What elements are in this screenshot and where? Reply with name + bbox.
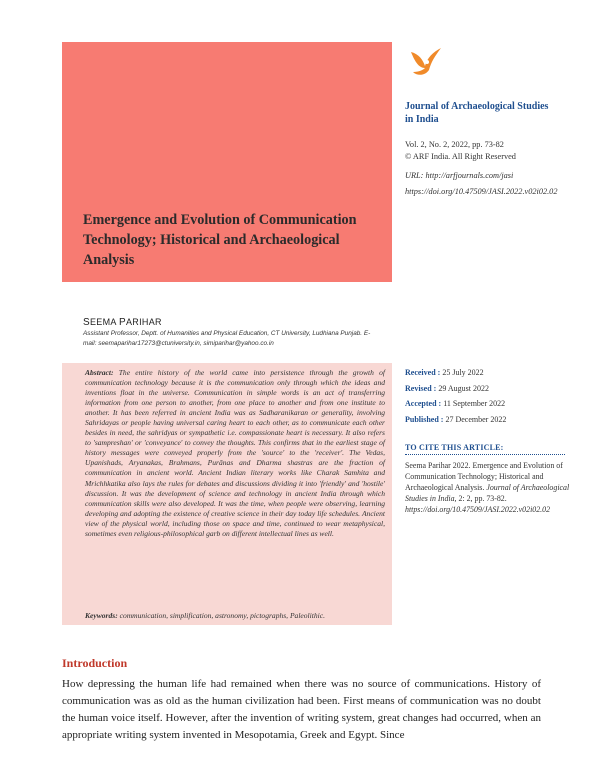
keywords (85, 611, 385, 620)
cite-divider (405, 454, 565, 455)
abstract-text: The entire history of the world came into persistence through the growth of communication technology because it is the communication only through which the ideas and inventions float in the universe. Communication in simple words is an act of transferring information from one person to another, from one place to another and from one institute to another. It has been referred in ancient India was as Sadharanikaran or generality, involving Sahridayas or people having universal caring heart to each other, as to communicate each other besides in need, the sahridyas or sympathetic i.e. compassionate heart is necessary. It also refers to 'sampreshan' or 'conveyance' to convey the thoughts. This confirms that in the earliest stage of history messages were conveyed properly from the 'source' to the 'receiver'. The Vedas, Upanishads, Aryanakas, Brahmans, Purānas and Dharma shastras are the fraction of communication in ancient world. Ancient Indian literary works like Charak Samhita and Mrichhkatika also lays the rules for debates and discussions dividing it into 'friendly' and 'hostile' discussion. It was the development of science and technology in ancient India through which communication skills were also developed. It was the time, when people were observing, learning developing and adopting the existence of creative science in their day today life schedules. Ancient view of the physical world, including those on space and time, continued to wear metaphysical, sometimes even religious-philosophical garb on different intellectual lines as well. (85, 368, 385, 538)
abstract (85, 368, 385, 539)
author-first-initial: S (83, 317, 90, 328)
author-last-initial: P (119, 317, 126, 328)
date-published: Published : 27 December 2022 (405, 414, 507, 424)
section-heading-introduction: Introduction (62, 656, 128, 670)
article-dates (405, 365, 506, 427)
citation: Seema Parihar 2022. Emergence and Evolution of Communication Technology; Historical and Archaeological Analysis. Journal of Archaeological Studies in India, 2: 2, pp. 73-82. https://doi.org/10.47509/JASI.2022.v02i02.02 (405, 461, 570, 514)
date-accepted: Accepted : 11 September 2022 (405, 399, 506, 408)
author-last-rest: ARIHAR (126, 317, 162, 327)
date-revised: Revised : 29 August 2022 (405, 383, 489, 393)
journal-volume: Vol. 2, No. 2, 2022, pp. 73-82 (405, 140, 504, 149)
journal-name: Journal of Archaeological Studies in India (405, 101, 549, 125)
author-affiliation: Assistant Professor, Deptt. of Humanities and Physical Education, CT University, Ludhiana Punjab. E-mail: seemaparihar17273@ctuniversity.in, simiparihar@yahoo.co.in (83, 330, 371, 347)
journal-url[interactable]: URL: http://arfjournals.com/jasi (405, 171, 514, 180)
author-name (83, 317, 162, 328)
cite-heading: TO CITE THIS ARTICLE: (405, 443, 504, 452)
journal-copyright: © ARF India. All Right Reserved (405, 152, 516, 161)
citation-doi-link[interactable]: https://doi.org/10.47509/JASI.2022.v02i02.02 (405, 505, 551, 514)
journal-doi[interactable]: https://doi.org/10.47509/JASI.2022.v02i02.02 (405, 187, 558, 196)
keywords-label: Keywords: (85, 611, 118, 620)
introduction-text: How depressing the human life had remained when there was no source of communications. History of communication was as old as the human civilization had been. First means of communication was no doubt the human voice itself. However, after the invention of writing system, great changes had occurred, when an appropriate writing system invented in Mesopotamia, Greek and Egypt. Since (62, 678, 541, 741)
bird-logo-icon (405, 42, 445, 82)
abstract-label: Abstract: (85, 368, 114, 377)
keywords-text: communication, simplification, astronomy, pictographs, Paleolithic. (119, 611, 325, 620)
author-first-rest: EEMA (89, 317, 117, 327)
article-title: Emergence and Evolution of Communication Technology; Historical and Archaeological Analysis (83, 212, 357, 268)
date-received: Received : 25 July 2022 (405, 368, 484, 377)
